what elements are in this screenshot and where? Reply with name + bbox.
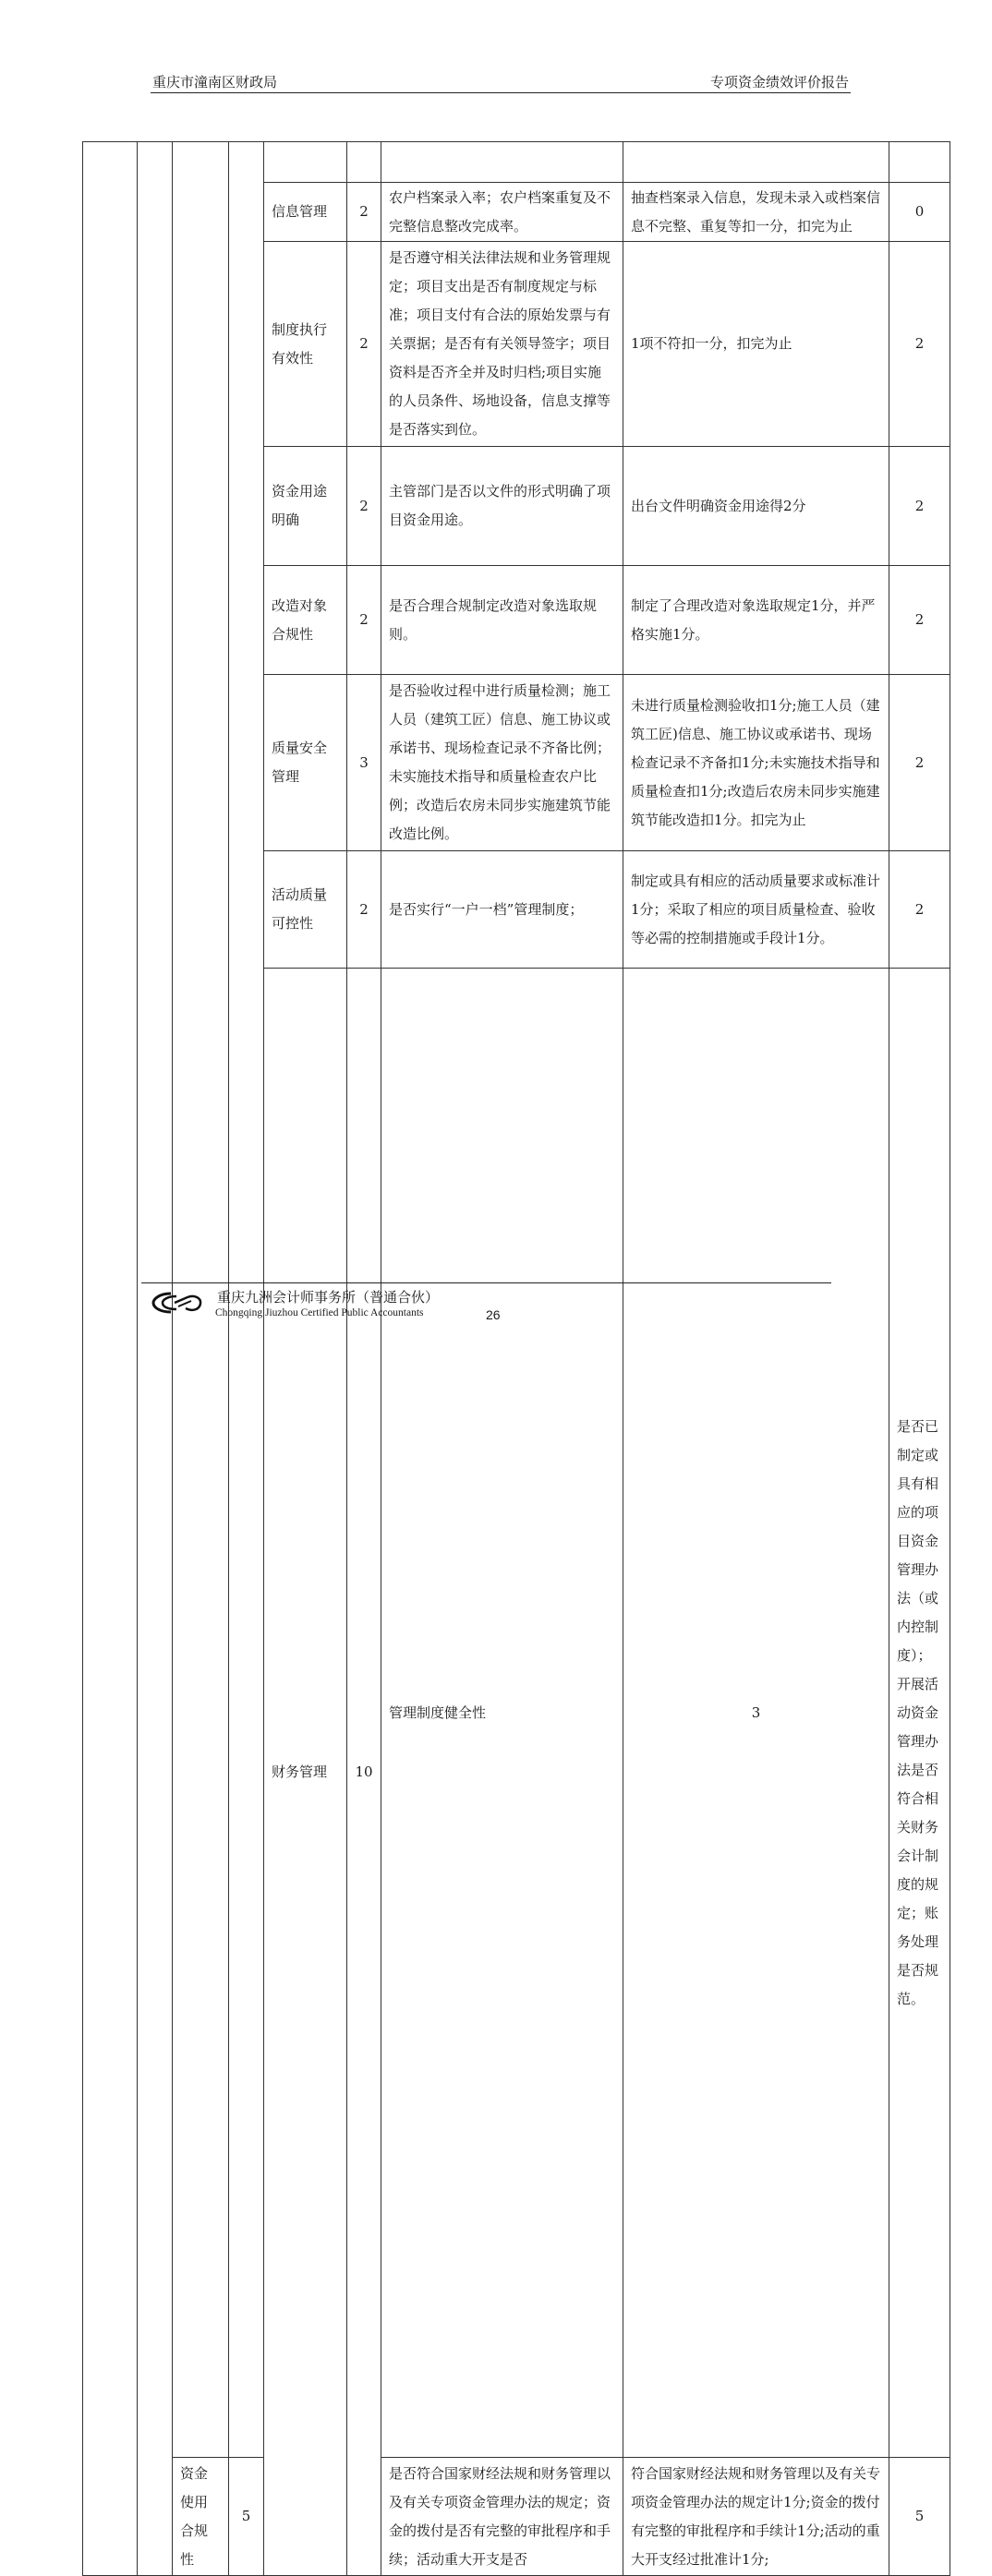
indicator-cell: 信息管理 — [264, 183, 347, 242]
indicator-cell: 资金用途明确 — [264, 447, 347, 566]
score-cell: 2 — [889, 851, 950, 969]
weight-cell: 3 — [623, 969, 889, 2458]
score-cell: 2 — [889, 447, 950, 566]
criteria-cell: 出台文件明确资金用途得2分 — [623, 447, 889, 566]
content-cell: 是否遵守相关法律法规和业务管理规定；项目支出是否有制度规定与标准；项目支付有合法的原始发票与有关票据；是否有有关领导签字；项目资料是否齐全并及时归档;项目实施的人员条件、场地设备，信息支撑等是否落实到位。 — [381, 242, 623, 447]
header-department: 重庆市潼南区财政局 — [152, 74, 278, 90]
indicator-cell: 资金使用合规性 — [173, 2458, 229, 2576]
score-cell: 2 — [889, 242, 950, 447]
level1-cell — [83, 142, 138, 2576]
score-cell: 2 — [889, 675, 950, 851]
finance-weight-cell: 10 — [347, 969, 381, 2576]
weight-cell: 5 — [229, 2458, 264, 2576]
table-row-continuation — [83, 142, 950, 183]
indicator-cell: 活动质量可控性 — [264, 851, 347, 969]
criteria-cell: 1项不符扣一分，扣完为止 — [623, 242, 889, 447]
content-cell: 是否实行“一户一档”管理制度； — [381, 851, 623, 969]
finance-management-cell: 财务管理 — [264, 969, 347, 2576]
weight-cell: 2 — [347, 447, 381, 566]
header-report-title: 专项资金绩效评价报告 — [709, 74, 849, 90]
footer-divider — [141, 1282, 831, 1283]
criteria-cell: 符合国家财经法规和财务管理以及有关专项资金管理办法的规定计1分;资金的拨付有完整的审批程序和手续计1分;活动的重大开支经过批准计1分; — [623, 2458, 889, 2576]
content-cell: 是否合理合规制定改造对象选取规则。 — [381, 566, 623, 675]
content-cell: 是否已制定或具有相应的项目资金管理办法（或内控制度）；开展活动资金管理办法是否符合相关财务会计制度的规定；账务处理是否规范。 — [889, 969, 950, 2458]
evaluation-table — [82, 141, 950, 2576]
page-number: 26 — [486, 1307, 501, 1322]
content-cell: 农户档案录入率；农户档案重复及不完整信息整改完成率。 — [381, 183, 623, 242]
content-cell: 主管部门是否以文件的形式明确了项目资金用途。 — [381, 447, 623, 566]
firm-logo-icon — [151, 1289, 204, 1317]
footer-firm-name: 重庆九洲会计师事务所（普通合伙） — [217, 1289, 440, 1306]
criteria-cell: 制定或具有相应的活动质量要求或标准计1分；采取了相应的项目质量检查、验收等必需的控制措施或手段计1分。 — [623, 851, 889, 969]
criteria-cell: 制定了合理改造对象选取规定1分，并严格实施1分。 — [623, 566, 889, 675]
footer-firm-name-english: Chongqing Jiuzhou Certified Public Accountants — [215, 1307, 424, 1318]
content-cell: 是否验收过程中进行质量检测；施工人员（建筑工匠）信息、施工协议或承诺书、现场检查记录不齐备比例；未实施技术指导和质量检查农户比例；改造后农房未同步实施建筑节能改造比例。 — [381, 675, 623, 851]
level1-weight-cell — [138, 142, 173, 2576]
content-cell: 是否符合国家财经法规和财务管理以及有关专项资金管理办法的规定；资金的拨付是否有完整的审批程序和手续；活动重大开支是否 — [381, 2458, 623, 2576]
weight-cell: 2 — [347, 566, 381, 675]
criteria-cell: 抽查档案录入信息，发现未录入或档案信息不完整、重复等扣一分，扣完为止 — [623, 183, 889, 242]
weight-cell: 3 — [347, 675, 381, 851]
weight-cell: 2 — [347, 183, 381, 242]
weight-cell: 2 — [347, 851, 381, 969]
indicator-cell: 制度执行有效性 — [264, 242, 347, 447]
indicator-cell: 改造对象合规性 — [264, 566, 347, 675]
criteria-cell: 未进行质量检测验收扣1分;施工人员（建筑工匠)信息、施工协议或承诺书、现场检查记录不齐备扣1分;未实施技术指导和质量检查扣1分;改造后农房未同步实施建筑节能改造扣1分。扣完为止 — [623, 675, 889, 851]
score-cell: 5 — [889, 2458, 950, 2576]
score-cell: 0 — [889, 183, 950, 242]
score-cell: 2 — [889, 566, 950, 675]
weight-cell: 2 — [347, 242, 381, 447]
page-header — [151, 70, 851, 93]
indicator-cell: 管理制度健全性 — [381, 969, 623, 2458]
table-row — [83, 2458, 950, 2576]
indicator-cell: 质量安全管理 — [264, 675, 347, 851]
